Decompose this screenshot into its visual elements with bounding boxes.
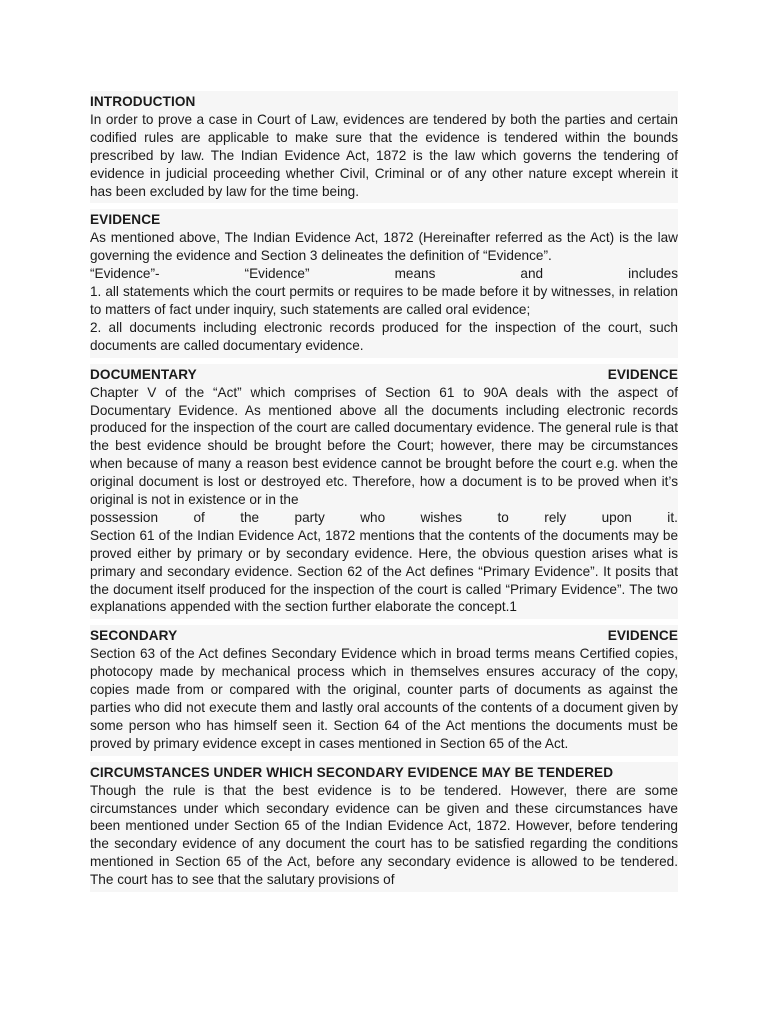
circumstances-paragraph: Though the rule is that the best evidence is to be tendered. However, there are some circumstances under which secondary evidence can be given and these circumstances have been mentioned under Section 65 of the Indian Evidence Act, 1872. However, before tendering the secondary evidence of any document the court has to be satisfied regarding the conditions mentioned in Section 65 of the Act, before any secondary evidence is allowed to be tendered. The court has to see that the salutary provisions of bbox=[90, 782, 678, 888]
possession-word: upon bbox=[601, 509, 632, 525]
section-secondary-evidence bbox=[90, 625, 678, 755]
possession-word: rely bbox=[544, 509, 567, 525]
possession-word: possession bbox=[90, 509, 159, 525]
heading-documentary-left: DOCUMENTARY bbox=[90, 366, 197, 382]
section-heading bbox=[90, 93, 678, 111]
heading-documentary-right: EVIDENCE bbox=[607, 366, 678, 382]
section-heading bbox=[90, 764, 678, 782]
evidence-item-1: 1. all statements which the court permits or requires to be made before it by witnesses, in relation to matters of fact under inquiry, such statements are called oral evidence; bbox=[90, 284, 678, 317]
definition-word: “Evidence”- bbox=[90, 266, 160, 282]
definition-word: means bbox=[394, 266, 436, 282]
heading-circumstances: CIRCUMSTANCES UNDER WHICH SECONDARY EVIDENCE MAY BE TENDERED bbox=[90, 764, 614, 780]
evidence-intro-paragraph: As mentioned above, The Indian Evidence Act, 1872 (Hereinafter referred as the Act) is the law governing the evidence and Section 3 delineates the definition of “Evidence”. bbox=[90, 230, 678, 264]
heading-evidence: EVIDENCE bbox=[90, 212, 161, 228]
section-heading bbox=[90, 211, 678, 229]
section-documentary-evidence bbox=[90, 364, 678, 620]
heading-secondary-left: SECONDARY bbox=[90, 628, 178, 644]
section-evidence bbox=[90, 209, 678, 357]
possession-word: it. bbox=[667, 509, 678, 525]
documentary-paragraph-1: Chapter V of the “Act” which comprises of Section 61 to 90A deals with the aspect of Documentary Evidence. As mentioned above all the documents including electronic records produced for the inspection of the court are called documentary evidence. The general rule is that the best evidence should be brought before the Court; however, there may be circumstances when because of many a reason best evidence cannot be brought before the court e.g. when the original document is lost or destroyed etc. Therefore, how a document is to be proved when it’s original is not in existence or in the bbox=[90, 384, 678, 508]
possession-word: who bbox=[360, 509, 386, 525]
section-circumstances bbox=[90, 762, 678, 892]
evidence-item-2: 2. all documents including electronic records produced for the inspection of the court, such documents are called documentary evidence. bbox=[90, 319, 678, 353]
definition-word: “Evidence” bbox=[244, 266, 310, 282]
possession-word: of bbox=[193, 509, 205, 525]
possession-word: party bbox=[294, 509, 325, 525]
definition-word: and bbox=[520, 266, 544, 282]
introduction-paragraph: In order to prove a case in Court of Law, evidences are tendered by both the parties and certain codified rules are applicable to make sure that the evidence is tendered within the bounds prescribed by law. The Indian Evidence Act, 1872 is the law which governs the tendering of evidence in judicial proceeding whether Civil, Criminal or of any other nature except wherein it has been excluded by law for the time being. bbox=[90, 111, 678, 199]
section-introduction bbox=[90, 91, 678, 203]
heading-introduction: INTRODUCTION bbox=[90, 94, 196, 109]
definition-word: includes bbox=[628, 266, 678, 282]
documentary-paragraph-2: Section 61 of the Indian Evidence Act, 1872 mentions that the contents of the documents may be proved either by primary or by secondary evidence. Here, the obvious question arises what is primary and secondary evidence. Section 62 of the Act defines “Primary Evidence”. It posits that the document itself produced for the inspection of the court is called “Primary Evidence”. The two explanations appended with the section further elaborate the concept.1 bbox=[90, 527, 678, 615]
document-page bbox=[90, 91, 678, 898]
secondary-paragraph: Section 63 of the Act defines Secondary Evidence which in broad terms means Certified copies, photocopy made by mechanical process which in themselves ensures accuracy of the copy, copies made from or compared with the original, counter parts of documents as against the parties who did not execute them and lastly oral accounts of the contents of a document given by some person who has himself seen it. Section 64 of the Act mentions the documents must be proved by primary evidence except in cases mentioned in Section 65 of the Act. bbox=[90, 646, 678, 751]
section-heading bbox=[90, 366, 678, 384]
possession-word: wishes bbox=[420, 509, 463, 525]
section-heading bbox=[90, 627, 678, 645]
heading-secondary-right: EVIDENCE bbox=[607, 628, 678, 644]
possession-word: the bbox=[240, 509, 260, 525]
evidence-definition-line bbox=[90, 265, 678, 283]
possession-word: to bbox=[497, 509, 509, 525]
possession-line bbox=[90, 509, 678, 527]
